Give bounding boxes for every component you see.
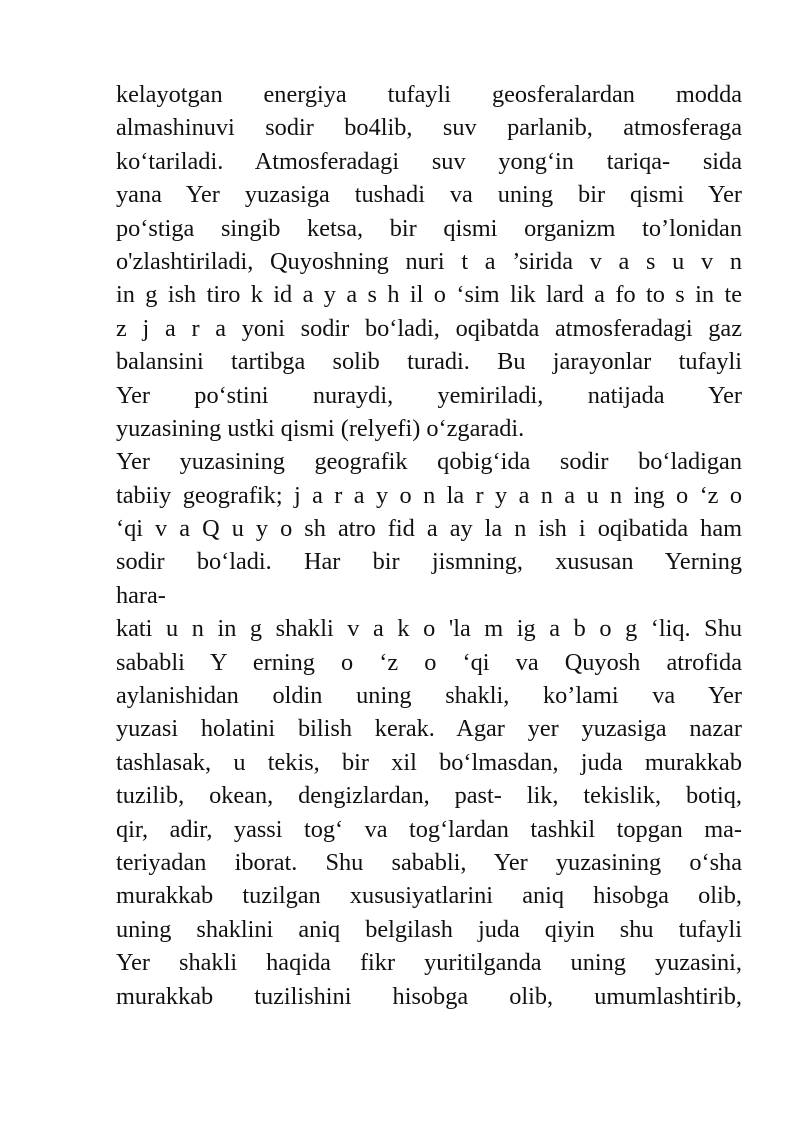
text-line: ko‘tariladi. Atmosferadagi suv yong‘in tariqa- sida [116,147,742,175]
text-line: qir, adir, yassi tog‘ va tog‘lardan tashkil topgan ma- [116,815,742,843]
text-line: Yer yuzasining geografik qobig‘ida sodir bo‘ladigan [116,448,742,476]
text-line: ‘qi v a Q u y o sh atro fid a ay la n ish i oqibatida ham [116,515,742,543]
text-line: sababli Y erning o ‘z o ‘qi va Quyosh atrofida [116,648,742,676]
text-line: sodir bo‘ladi. Har bir jismning, xususan Yerning [116,548,742,576]
text-line: murakkab tuzilishini hisobga olib, umumlashtirib, [116,982,742,1010]
text-line: in g ish tiro k id a y a s h il o ‘sim lik lard a fo to s in te [116,281,742,309]
text-line: almashinuvi sodir bo4lib, suv parlanib, atmosferaga [116,114,742,142]
document-page [116,78,742,1013]
text-line: Yer po‘stini nuraydi, yemiriladi, natijada Yer [116,381,742,409]
text-line: z j a r a yoni sodir bo‘ladi, oqibatda atmosferadagi gaz [116,314,742,342]
text-line: murakkab tuzilgan xususiyatlarini aniq hisobga olib, [116,882,742,910]
text-line: kati u n in g shakli v a k o 'la m ig a b o g ‘liq. Shu [116,615,742,643]
text-line: uning shaklini aniq belgilash juda qiyin shu tufayli [116,915,742,943]
text-line: balansini tartibga solib turadi. Bu jarayonlar tufayli [116,348,742,376]
text-line: yana Yer yuzasiga tushadi va uning bir qismi Yer [116,181,742,209]
text-line: teriyadan iborat. Shu sababli, Yer yuzasining o‘sha [116,848,742,876]
text-line: tuzilib, okean, dengizlardan, past- lik, tekislik, botiq, [116,782,742,810]
text-line: yuzasining ustki qismi (relyefi) o‘zgaradi. [116,414,525,442]
text-line: tabiiy geografik; j a r a y o n la r y a n a u n ing o ‘z o [116,481,742,509]
text-line: hara- [116,581,166,609]
text-line: po‘stiga singib ketsa, bir qismi organizm to’lonidan [116,214,742,242]
text-line: Yer shakli haqida fikr yuritilganda uning yuzasini, [116,949,742,977]
text-line: yuzasi holatini bilish kerak. Agar yer yuzasiga nazar [116,715,742,743]
text-line: o'zlashtiriladi, Quyoshning nuri t a ’sirida v a s u v n [116,247,742,275]
text-line: aylanishidan oldin uning shakli, ko’lami va Yer [116,682,742,710]
text-line: kelayotgan energiya tufayli geosferalardan modda [116,81,742,108]
text-line: tashlasak, u tekis, bir xil bo‘lmasdan, juda murakkab [116,748,742,776]
